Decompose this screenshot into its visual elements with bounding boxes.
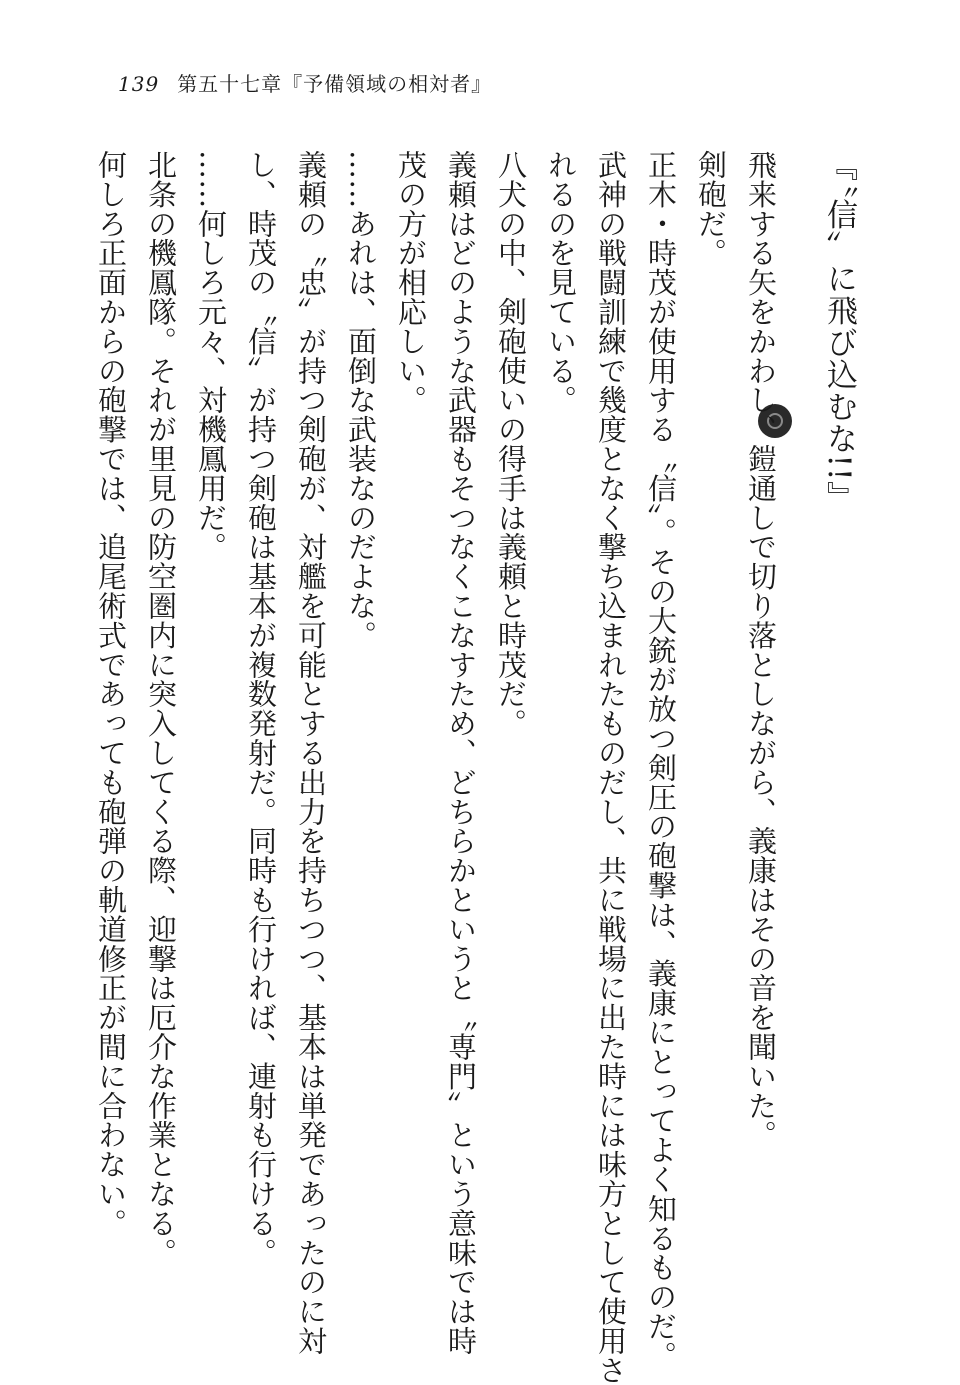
- text-line: 何しろ正面からの砲撃では、追尾術式であっても砲弾の軌道修正が間に合わない。: [94, 150, 128, 1238]
- section-title: 『〝信〟に飛び込むな!!』: [821, 150, 857, 514]
- text-line: ……何しろ元々、対機鳳用だ。: [194, 150, 228, 562]
- vertical-text-body: [94, 150, 864, 1385]
- text-line: 茂の方が相応しい。: [394, 150, 428, 415]
- text-line: 正木・時茂が使用する〝信〟。その大銃が放つ剣圧の砲撃は、義康にとってよく知るものだ。: [644, 150, 678, 1371]
- chapter-title: 第五十七章『予備領域の相対者』: [177, 72, 493, 96]
- text-line: 義頼はどのような武器もそつなくこなすため、どちらかというと〝専門〟という意味では時: [444, 150, 478, 1356]
- text-line: 飛来する矢をかわし、鎧通しで切り落としながら、義康はその音を聞いた。: [744, 150, 778, 1150]
- text-line: ……あれは、面倒な武装なのだよな。: [344, 150, 378, 650]
- page-number: 139: [118, 72, 160, 96]
- text-line: 武神の戦闘訓練で幾度となく撃ち込まれたものだし、共に戦場に出た時には味方として使用さ: [594, 150, 628, 1385]
- text-line: 八犬の中、剣砲使いの得手は義頼と時茂だ。: [494, 150, 528, 738]
- text-line: し、時茂の〝信〟が持つ剣砲は基本が複数発射だ。同時も行ければ、連射も行ける。: [244, 150, 278, 1268]
- text-line: 北条の機鳳隊。それが里見の防空圏内に突入してくる際、迎撃は厄介な作業となる。: [144, 150, 178, 1268]
- text-line: 義頼の〝忠〟が持つ剣砲が、対艦を可能とする出力を持ちつつ、基本は単発であったのに対: [294, 150, 328, 1356]
- text-line: れるのを見ている。: [544, 150, 578, 415]
- text-line: 剣砲だ。: [694, 150, 728, 268]
- page-header: [118, 72, 492, 96]
